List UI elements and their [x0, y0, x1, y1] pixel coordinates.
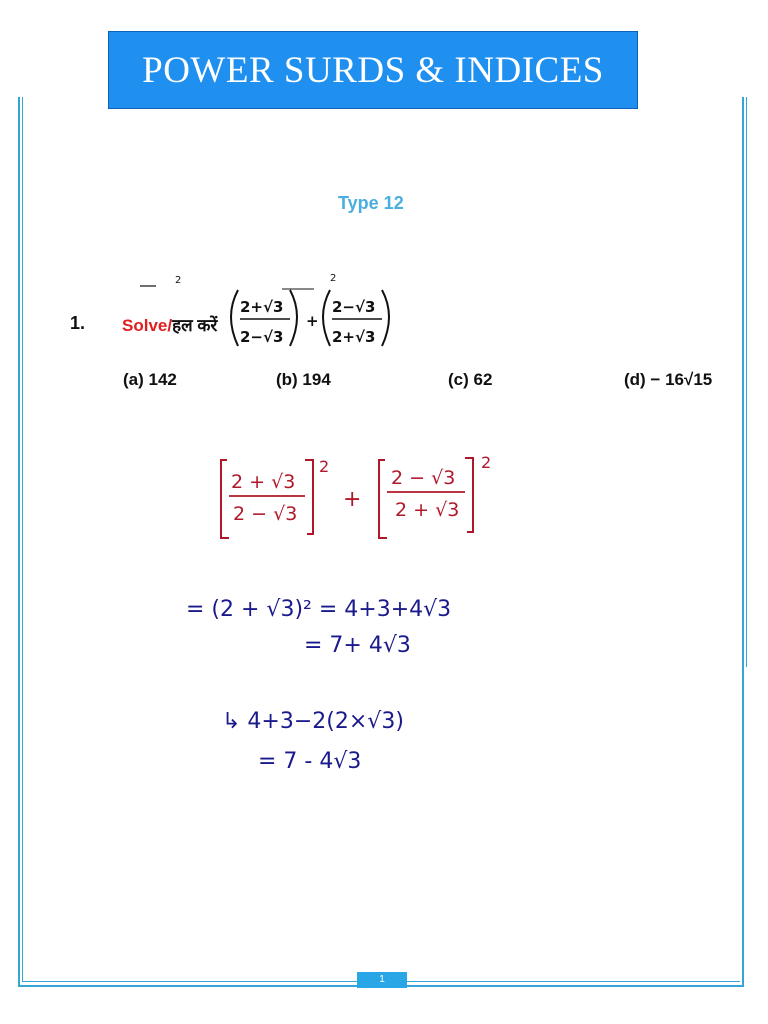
hand-line-5: = 7 - 4√3	[258, 749, 362, 774]
solve-label: Solve/	[122, 316, 173, 335]
question-instruction	[122, 313, 217, 336]
hand-right-denominator: 2 + √3	[395, 499, 460, 521]
hand-left-numerator: 2 + √3	[231, 471, 296, 493]
page-title: POWER SURDS & INDICES	[142, 49, 604, 91]
title-banner	[108, 31, 638, 109]
handwritten-expression	[215, 448, 515, 548]
frame-left-line	[18, 97, 20, 987]
expr-right-numerator: 2−√3	[332, 298, 376, 316]
hand-line-2: = (2 + √3)² = 4+3+4√3	[186, 597, 452, 622]
expr-left-numerator: 2+√3	[240, 298, 284, 316]
option-a: (a) 142	[123, 370, 177, 389]
page-number: 1	[357, 972, 407, 988]
frame-left-line-inner	[22, 97, 23, 982]
solve-label-hindi: हल करें	[172, 316, 218, 335]
question-number: 1.	[70, 313, 86, 333]
expr-left-denominator: 2−√3	[240, 328, 284, 346]
hand-line-3: = 7+ 4√3	[304, 633, 411, 658]
expr-power: 2	[330, 273, 337, 284]
frame-right-line	[742, 97, 744, 987]
expr-right-denominator: 2+√3	[332, 328, 376, 346]
option-b: (b) 194	[276, 370, 331, 389]
option-d: (d) − 16√15	[624, 370, 713, 389]
hand-plus: +	[343, 487, 362, 512]
expr-power-top-left: 2	[175, 275, 182, 286]
hand-left-power: 2	[319, 457, 330, 476]
hand-line-4: ↳ 4+3−2(2×√3)	[222, 709, 404, 734]
expr-plus: +	[306, 312, 319, 330]
hand-right-power: 2	[481, 453, 492, 472]
type-label: Type 12	[338, 193, 404, 213]
frame-right-line-inner	[746, 97, 747, 667]
option-c: (c) 62	[448, 370, 493, 389]
hand-right-numerator: 2 − √3	[391, 467, 456, 489]
handwritten-working	[180, 580, 500, 780]
hand-left-denominator: 2 − √3	[233, 503, 298, 525]
